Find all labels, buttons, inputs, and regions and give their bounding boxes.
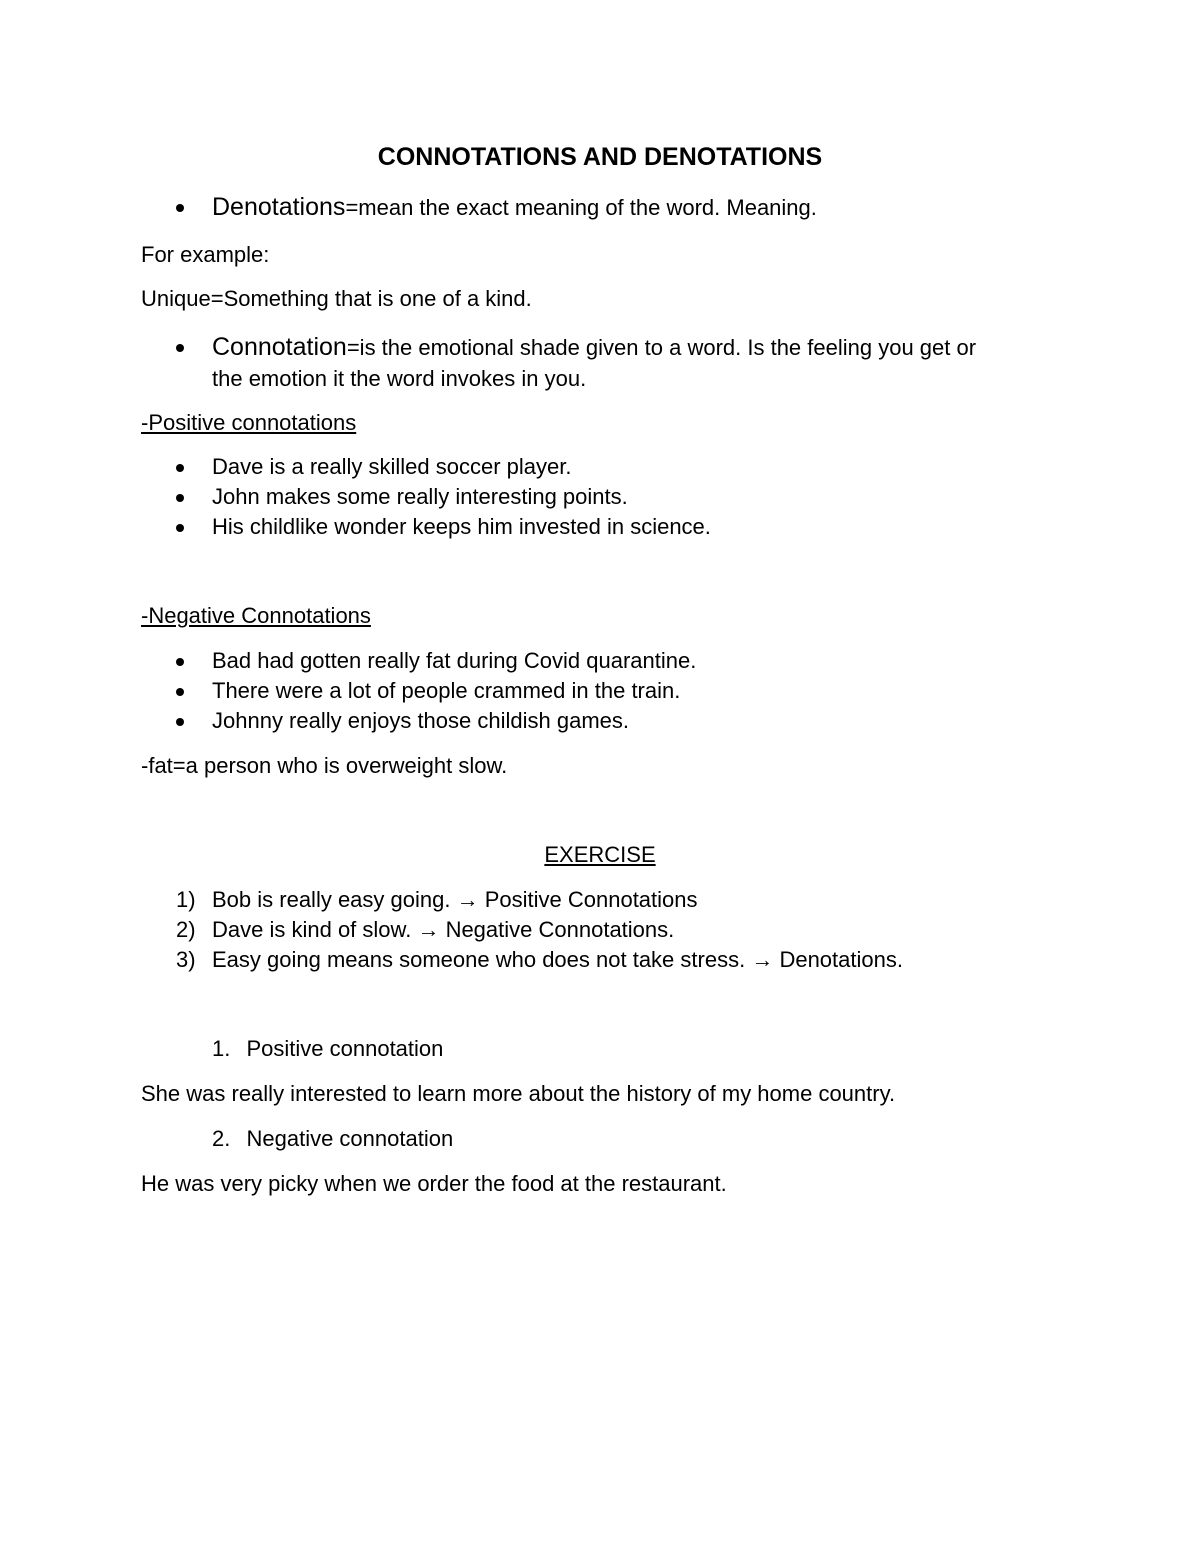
part2-number: 2. [212,1126,231,1151]
exercise-text: Easy going means someone who does not take stress. [212,947,746,972]
connotation-definition-line1: =is the emotional shade given to a word. Is the feeling you get or [346,335,977,360]
negative-item: Johnny really enjoys those childish games. [212,706,629,736]
arrow-right-icon: → [751,947,774,972]
example-text: Unique=Something that is one of a kind. [141,286,532,311]
part1-label: Positive connotation [246,1036,444,1061]
exercise-item [176,945,903,975]
connotation-definition-line2: the emotion it the word invokes in you. [212,366,587,391]
page-title: CONNOTATIONS AND DENOTATIONS [377,143,823,171]
positive-item: John makes some really interesting points. [212,482,628,512]
example-label: For example: [141,242,270,267]
positive-item: Dave is a really skilled soccer player. [212,452,571,482]
connotation-bullet [212,332,976,363]
exercise-answer: Positive Connotations [484,887,698,912]
part1-number: 1. [212,1036,231,1061]
positive-item: His childlike wonder keeps him invested in science. [212,512,711,542]
connotation-term: Connotation [212,333,347,361]
exercise-text: Bob is really easy going. [212,887,451,912]
positive-heading: -Positive connotations [141,410,357,435]
part2-heading [212,1124,453,1154]
arrow-right-icon: → [417,917,440,942]
part2-sentence: He was very picky when we order the food at the restaurant. [141,1171,727,1196]
exercise-number: 1) [176,887,196,912]
exercise-number: 2) [176,917,196,942]
part1-heading [212,1034,443,1064]
exercise-answer: Negative Connotations. [445,917,675,942]
exercise-item [176,885,698,915]
part1-sentence: She was really interested to learn more about the history of my home country. [141,1081,896,1106]
exercise-heading: EXERCISE [544,842,656,867]
exercise-answer: Denotations. [779,947,903,972]
part2-label: Negative connotation [246,1126,454,1151]
negative-item: Bad had gotten really fat during Covid quarantine. [212,646,696,676]
exercise-text: Dave is kind of slow. [212,917,412,942]
fat-note: -fat=a person who is overweight slow. [141,753,508,778]
negative-heading: -Negative Connotations [141,603,371,628]
negative-item: There were a lot of people crammed in the train. [212,676,680,706]
denotation-term: Denotations [212,193,346,221]
denotation-definition: =mean the exact meaning of the word. Meaning. [345,195,817,220]
denotation-bullet [212,192,817,223]
exercise-item [176,915,674,945]
exercise-number: 3) [176,947,196,972]
arrow-right-icon: → [456,887,479,912]
